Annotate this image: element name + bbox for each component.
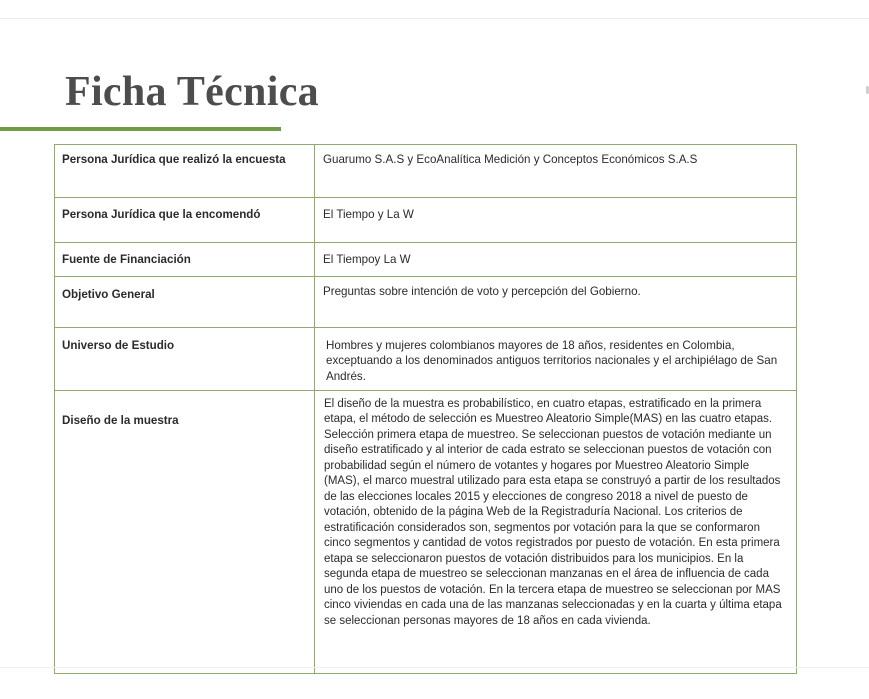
page-title: Ficha Técnica [65,69,319,115]
title-accent-line [0,127,281,131]
row-value: El Tiempoy La W [315,243,797,277]
row-value: El Tiempo y La W [315,198,797,243]
table-row [55,328,797,391]
row-label: Universo de Estudio [55,328,315,391]
row-value: El diseño de la muestra es probabilístico, en cuatro etapas, estratificado en la primera etapa, el método de selección es Muestreo Aleatorio Simple(MAS) en las cuatro etapas. Selección primera etapa de muestreo. Se seleccionan puestos de votación mediante un diseño estratificado y al interior de cada estrato se seleccionan puestos de votación con probabilidad según el número de votantes y hogares por Muestreo Aleatorio Simple (MAS), el marco muestral utilizado para esta etapa se construyó a partir de los resultados de las elecciones locales 2015 y elecciones de congreso 2018 a nivel de puesto de votación, obtenido de la página Web de la Registraduría Nacional. Los criterios de estratificación considerados son, segmentos por votación para la que se conformaron cinco segmentos y cantidad de votos registrados por puesto de votación. En esta primera etapa se seleccionaron puestos de votación distribuidos para los municipios. En la segunda etapa de muestreo se seleccionan manzanas en el área de influencia de cada uno de los puestos de votación. En la tercera etapa de muestreo se seleccionan por MAS cinco viviendas en cada una de las manzanas seleccionadas y en la cuarta y última etapa se seleccionan personas mayores de 18 años en cada vivienda. [315,390,797,673]
row-label: Diseño de la muestra [55,390,315,673]
row-value: Preguntas sobre intención de voto y percepción del Gobierno. [315,277,797,328]
row-label: Persona Jurídica que la encomendó [55,198,315,243]
row-label: Persona Jurídica que realizó la encuesta [55,145,315,198]
technical-sheet-table [54,144,797,674]
bottom-divider [0,667,869,668]
top-divider [0,18,869,19]
table-row [55,390,797,673]
row-label: Objetivo General [55,277,315,328]
row-value: Guarumo S.A.S y EcoAnalítica Medición y Conceptos Económicos S.A.S [315,145,797,198]
table-row [55,243,797,277]
row-value: Hombres y mujeres colombianos mayores de 18 años, residentes en Colombia, exceptuando a los denominados antiguos territorios nacionales y el archipiélago de San Andrés. [315,328,797,391]
table-row [55,145,797,198]
table-row [55,198,797,243]
row-label: Fuente de Financiación [55,243,315,277]
table-row [55,277,797,328]
